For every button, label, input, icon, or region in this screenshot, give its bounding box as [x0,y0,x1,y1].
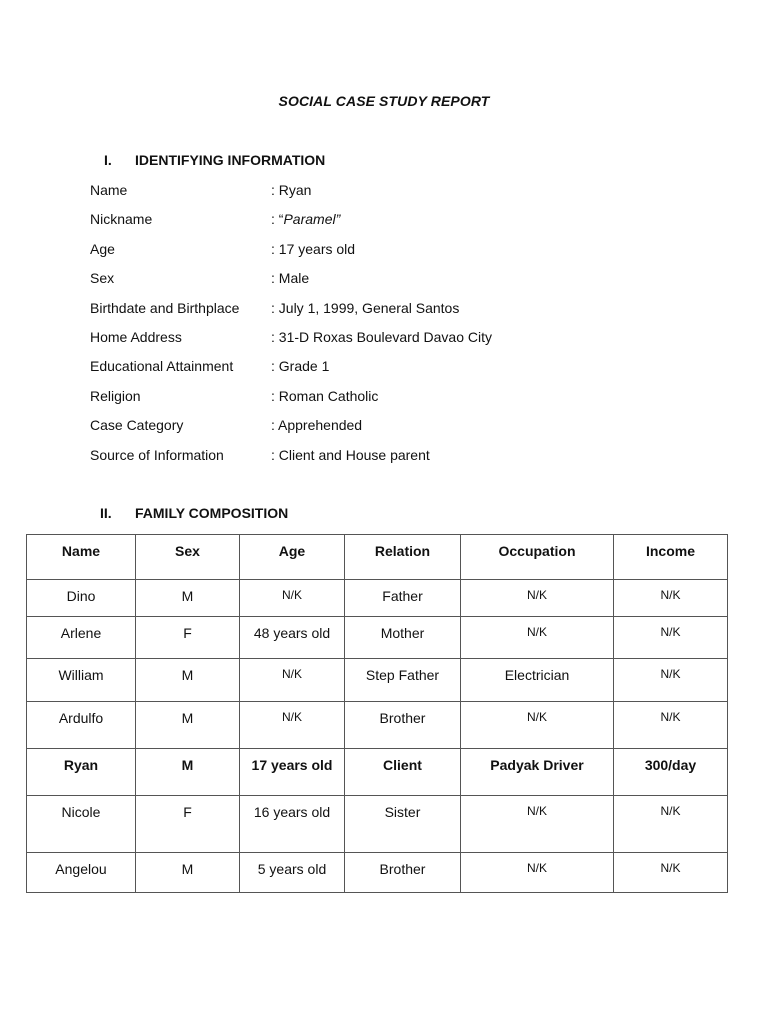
section-number: II. [100,505,112,521]
info-value: : Roman Catholic [271,387,379,404]
table-row [27,796,728,853]
cell-relation: Step Father [345,659,461,702]
section-number: I. [104,152,112,168]
table-row [27,853,728,893]
info-value: : Grade 1 [271,358,330,375]
info-value: : 17 years old [271,240,356,257]
cell-sex: M [136,853,240,893]
cell-age: N/K [240,702,345,749]
cell-income: 300/day [614,749,728,796]
table-row [27,659,728,702]
cell-name: Angelou [27,853,136,893]
column-header-occupation: Occupation [461,535,614,580]
cell-sex: F [136,617,240,659]
nickname-prefix: : “ [271,211,284,228]
cell-occupation: N/K [461,617,614,659]
info-row-age [90,239,710,268]
info-value: : 31-D Roxas Boulevard Davao City [271,328,492,345]
identifying-information-list [90,180,710,474]
info-row-birthdate [90,298,710,327]
section-title: FAMILY COMPOSITION [135,505,289,521]
info-value: : Client and House parent [271,446,430,463]
info-label: Home Address [90,328,182,345]
cell-sex: F [136,796,240,853]
info-value: : Apprehended [271,417,363,434]
info-label: Sex [90,270,115,287]
info-label: Case Category [90,417,184,434]
cell-sex: M [136,702,240,749]
cell-age: 16 years old [240,796,345,853]
nickname-italic: Paramel” [283,211,341,228]
cell-name: Dino [27,580,136,617]
column-header-sex: Sex [136,535,240,580]
cell-sex: M [136,659,240,702]
cell-income: N/K [614,617,728,659]
cell-age: N/K [240,580,345,617]
cell-income: N/K [614,702,728,749]
info-label: Age [90,240,115,257]
info-label: Educational Attainment [90,358,234,375]
table-row [27,617,728,659]
cell-income: N/K [614,580,728,617]
cell-occupation: N/K [461,580,614,617]
cell-relation: Client [345,749,461,796]
column-header-income: Income [614,535,728,580]
family-composition-table [26,534,728,893]
cell-name: William [27,659,136,702]
table-row [27,580,728,617]
info-label: Name [90,182,128,198]
info-label: Birthdate and Birthplace [90,299,240,316]
cell-age: 48 years old [240,617,345,659]
info-row-nickname [90,209,710,238]
info-value: : Male [271,270,310,287]
info-row-sex [90,268,710,297]
cell-income: N/K [614,853,728,893]
column-header-age: Age [240,535,345,580]
column-header-relation: Relation [345,535,461,580]
cell-name: Arlene [27,617,136,659]
cell-name: Ardulfo [27,702,136,749]
info-label: Source of Information [90,446,224,463]
info-row-education [90,356,710,385]
info-row-name [90,180,710,209]
cell-relation: Mother [345,617,461,659]
cell-age: N/K [240,659,345,702]
section-title: IDENTIFYING INFORMATION [135,152,326,168]
document-title: SOCIAL CASE STUDY REPORT [278,93,490,109]
cell-age: 5 years old [240,853,345,893]
cell-occupation: N/K [461,853,614,893]
info-row-home-address [90,327,710,356]
info-value: : July 1, 1999, General Santos [271,299,460,316]
cell-age: 17 years old [240,749,345,796]
info-value [271,211,340,227]
cell-sex: M [136,749,240,796]
info-value: : Ryan [271,182,312,198]
cell-income: N/K [614,796,728,853]
cell-occupation: N/K [461,796,614,853]
info-row-religion [90,386,710,415]
table-row [27,702,728,749]
info-label: Religion [90,387,141,404]
info-label: Nickname [90,211,153,228]
cell-name: Nicole [27,796,136,853]
table-row-client [27,749,728,796]
cell-relation: Father [345,580,461,617]
column-header-name: Name [27,535,136,580]
cell-relation: Brother [345,702,461,749]
cell-income: N/K [614,659,728,702]
cell-name: Ryan [27,749,136,796]
cell-occupation: Electrician [461,659,614,702]
cell-relation: Sister [345,796,461,853]
cell-sex: M [136,580,240,617]
cell-relation: Brother [345,853,461,893]
info-row-case-category [90,415,710,444]
table-header-row [27,535,728,580]
cell-occupation: Padyak Driver [461,749,614,796]
cell-occupation: N/K [461,702,614,749]
info-row-source [90,445,710,474]
